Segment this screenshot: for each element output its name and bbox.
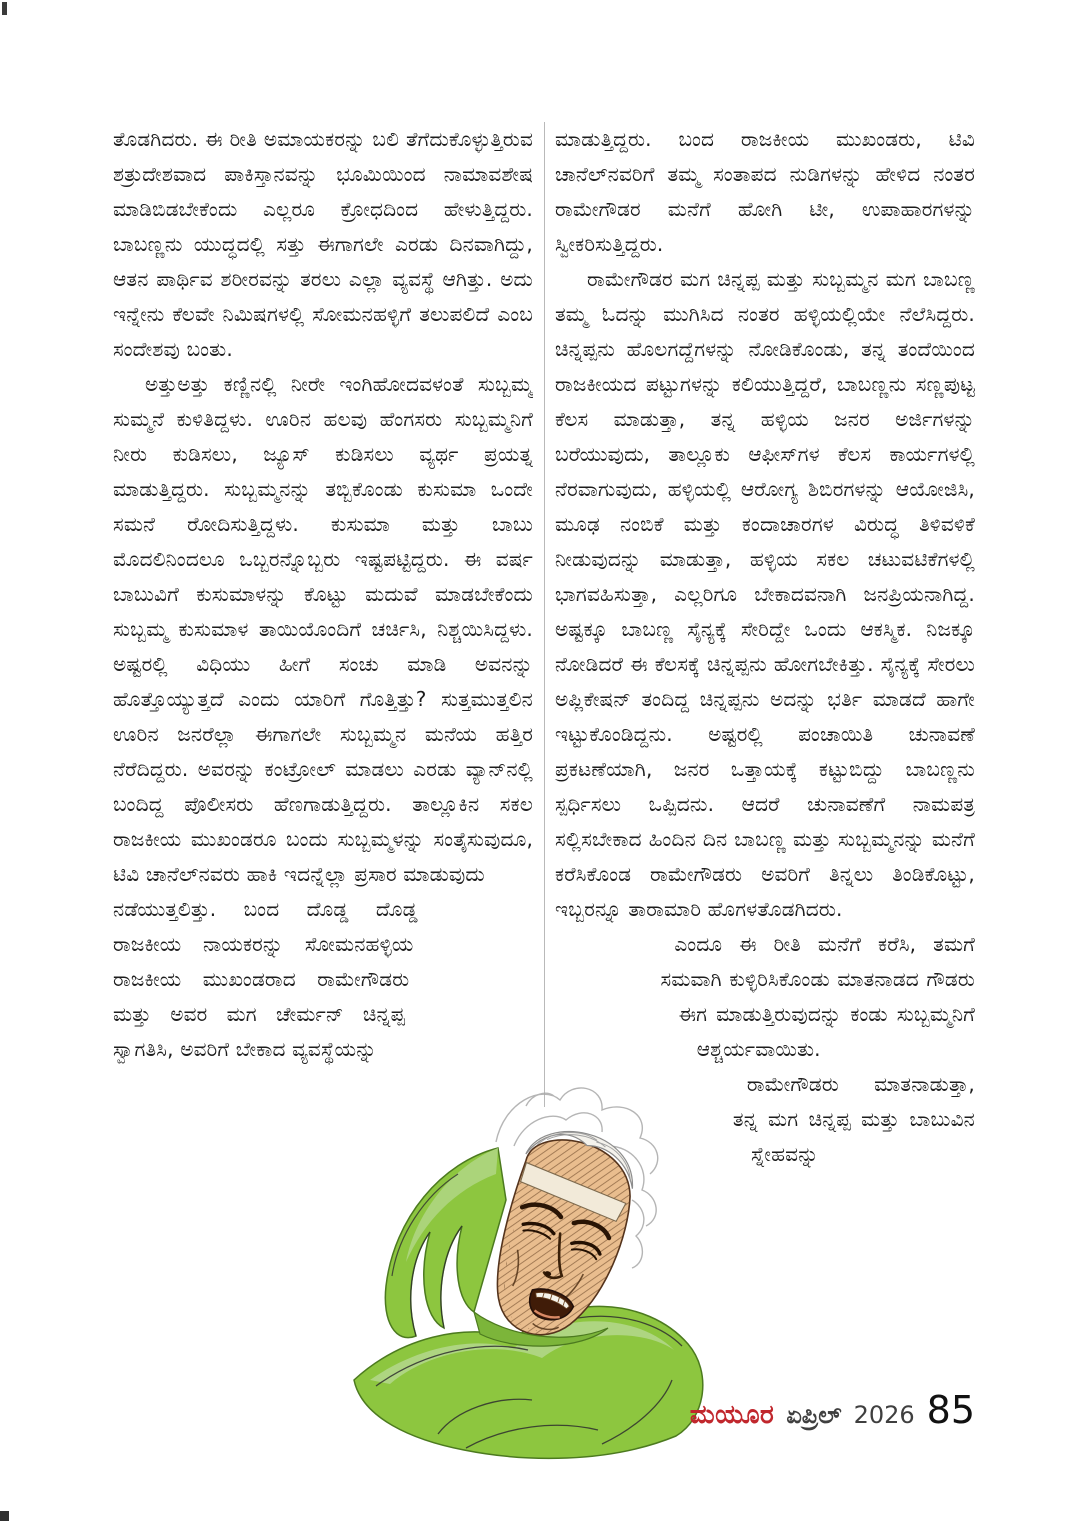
- paragraph: ರಾಮೇಗೌಡರು ಮಾತನಾಡುತ್ತಾ, ತನ್ನ ಮಗ ಚಿನ್ನಪ್ಪ ಮತ್ತು ಬಾಬುವಿನ ಸ್ನೇಹವನ್ನು: [732, 1072, 975, 1166]
- scan-artifact-mark-bottom: [0, 1511, 9, 1521]
- page-number: 85: [926, 1388, 975, 1432]
- magazine-logo: ಮಯೂರ: [689, 1400, 775, 1430]
- paragraph: ಎಂದೂ ಈ ರೀತಿ ಮನೆಗೆ ಕರೆಸಿ, ತಮಗೆ ಸಮವಾಗಿ ಕುಳ್ಳಿರಿಸಿಕೊಂಡು ಮಾತನಾಡದ ಗೌಡರು ಈಗ ಮಾಡುತ್ತಿರುವುದನ್ನು ಕಂಡು ಸುಬ್ಬಮ್ಮನಿಗೆ ಆಶ್ಚರ್ಯವಾಯಿತು.: [660, 932, 975, 1061]
- scan-artifact-mark-top: [2, 2, 7, 15]
- issue-year: 2026: [853, 1401, 915, 1429]
- paragraph: ನಡೆಯುತ್ತಲಿತ್ತು. ಬಂದ ದೊಡ್ಡ ದೊಡ್ಡ ರಾಜಕೀಯ ನಾಯಕರನ್ನು ಸೋಮನಹಳ್ಳಿಯ ರಾಜಕೀಯ ಮುಖಂಡರಾದ ರಾಮೇಗೌಡರು ಮತ್ತು ಅವರ ಮಗ ಚೇರ್ಮನ್ ಚಿನ್ನಪ್ಪ ಸ್ವಾಗತಿಸಿ, ಅವರಿಗೆ ಬೇಕಾದ ವ್ಯವಸ್ಥೆಯನ್ನು: [113, 897, 418, 1061]
- paragraph: ಮಾಡುತ್ತಿದ್ದರು. ಬಂದ ರಾಜಕೀಯ ಮುಖಂಡರು, ಟಿವಿ ಚಾನೆಲ್‌ನವರಿಗೆ ತಮ್ಮ ಸಂತಾಪದ ನುಡಿಗಳನ್ನು ಹೇಳಿದ ನಂತರ ರಾಮೇಗೌಡರ ಮನೆಗೆ ಹೋಗಿ ಟೀ, ಉಪಾಹಾರಗಳನ್ನು ಸ್ವೀಕರಿಸುತ್ತಿದ್ದರು.: [555, 127, 975, 256]
- paragraph: ಅತ್ತುಅತ್ತು ಕಣ್ಣಿನಲ್ಲಿ ನೀರೇ ಇಂಗಿಹೋದವಳಂತೆ ಸುಬ್ಬಮ್ಮ ಸುಮ್ಮನೆ ಕುಳಿತಿದ್ದಳು. ಊರಿನ ಹಲವು ಹೆಂಗಸರು ಸುಬ್ಬಮ್ಮನಿಗೆ ನೀರು ಕುಡಿಸಲು, ಜ್ಯೂಸ್ ಕುಡಿಸಲು ವ್ಯರ್ಥ ಪ್ರಯತ್ನ ಮಾಡುತ್ತಿದ್ದರು. ಸುಬ್ಬಮ್ಮನನ್ನು ತಬ್ಬಿಕೊಂಡು ಕುಸುಮಾ ಒಂದೇ ಸಮನೆ ರೋದಿಸುತ್ತಿದ್ದಳು. ಕುಸುಮಾ ಮತ್ತು ಬಾಬು ಮೊದಲಿನಿಂದಲೂ ಒಬ್ಬರನ್ನೊಬ್ಬರು ಇಷ್ಟಪಟ್ಟಿದ್ದರು. ಈ ವರ್ಷ ಬಾಬುವಿಗೆ ಕುಸುಮಾಳನ್ನು ಕೊಟ್ಟು ಮದುವೆ ಮಾಡಬೇಕೆಂದು ಸುಬ್ಬಮ್ಮ ಕುಸುಮಾಳ ತಾಯಿಯೊಂದಿಗೆ ಚರ್ಚಿಸಿ, ನಿಶ್ಚಯಿಸಿದ್ದಳು. ಅಷ್ಟರಲ್ಲಿ ವಿಧಿಯು ಹೀಗೆ ಸಂಚು ಮಾಡಿ ಅವನನ್ನು ಹೊತ್ತೊಯ್ಯುತ್ತದೆ ಎಂದು ಯಾರಿಗೆ ಗೊತ್ತಿತ್ತು? ಸುತ್ತಮುತ್ತಲಿನ ಊರಿನ ಜನರೆಲ್ಲಾ ಈಗಾಗಲೇ ಸುಬ್ಬಮ್ಮನ ಮನೆಯ ಹತ್ತಿರ ನೆರೆದಿದ್ದರು. ಅವರನ್ನು ಕಂಟ್ರೋಲ್ ಮಾಡಲು ಎರಡು ವ್ಯಾನ್‌ನಲ್ಲಿ ಬಂದಿದ್ದ ಪೊಲೀಸರು ಹೆಣಗಾಡುತ್ತಿದ್ದರು. ತಾಲ್ಲೂಕಿನ ಸಕಲ ರಾಜಕೀಯ ಮುಖಂಡರೂ ಬಂದು ಸುಬ್ಬಮ್ಮಳನ್ನು ಸಂತೈಸುವುದೂ, ಟಿವಿ ಚಾನೆಲ್‌ನವರು ಹಾಕಿ ಇದನ್ನೆಲ್ಲಾ ಪ್ರಸಾರ ಮಾಡುವುದು: [113, 372, 533, 886]
- column-divider: [544, 122, 545, 1107]
- weeping-woman-illustration: [346, 1050, 718, 1468]
- page-footer: [690, 1388, 975, 1432]
- paragraph: ರಾಮೇಗೌಡರ ಮಗ ಚಿನ್ನಪ್ಪ ಮತ್ತು ಸುಬ್ಬಮ್ಮನ ಮಗ ಬಾಬಣ್ಣ ತಮ್ಮ ಓದನ್ನು ಮುಗಿಸಿದ ನಂತರ ಹಳ್ಳಿಯಲ್ಲಿಯೇ ನೆಲೆಸಿದ್ದರು. ಚಿನ್ನಪ್ಪನು ಹೊಲಗದ್ದೆಗಳನ್ನು ನೋಡಿಕೊಂಡು, ತನ್ನ ತಂದೆಯಿಂದ ರಾಜಕೀಯದ ಪಟ್ಟುಗಳನ್ನು ಕಲಿಯುತ್ತಿದ್ದರೆ, ಬಾಬಣ್ಣನು ಸಣ್ಣಪುಟ್ಟ ಕೆಲಸ ಮಾಡುತ್ತಾ, ತನ್ನ ಹಳ್ಳಿಯ ಜನರ ಅರ್ಜಿಗಳನ್ನು ಬರೆಯುವುದು, ತಾಲ್ಲೂಕು ಆಫೀಸ್‌ಗಳ ಕೆಲಸ ಕಾರ್ಯಗಳಲ್ಲಿ ನೆರವಾಗುವುದು, ಹಳ್ಳಿಯಲ್ಲಿ ಆರೋಗ್ಯ ಶಿಬಿರಗಳನ್ನು ಆಯೋಜಿಸಿ, ಮೂಢ ನಂಬಿಕೆ ಮತ್ತು ಕಂದಾಚಾರಗಳ ವಿರುದ್ಧ ತಿಳಿವಳಿಕೆ ನೀಡುವುದನ್ನು ಮಾಡುತ್ತಾ, ಹಳ್ಳಿಯ ಸಕಲ ಚಟುವಟಿಕೆಗಳಲ್ಲಿ ಭಾಗವಹಿಸುತ್ತಾ, ಎಲ್ಲರಿಗೂ ಬೇಕಾದವನಾಗಿ ಜನಪ್ರಿಯನಾಗಿದ್ದ. ಅಷ್ಟಕ್ಕೂ ಬಾಬಣ್ಣ ಸೈನ್ಯಕ್ಕೆ ಸೇರಿದ್ದೇ ಒಂದು ಆಕಸ್ಮಿಕ. ನಿಜಕ್ಕೂ ನೋಡಿದರೆ ಈ ಕೆಲಸಕ್ಕೆ ಚಿನ್ನಪ್ಪನು ಹೋಗಬೇಕಿತ್ತು. ಸೈನ್ಯಕ್ಕೆ ಸೇರಲು ಅಪ್ಲಿಕೇಷನ್ ತಂದಿದ್ದ ಚಿನ್ನಪ್ಪನು ಅದನ್ನು ಭರ್ತಿ ಮಾಡದೆ ಹಾಗೇ ಇಟ್ಟುಕೊಂಡಿದ್ದನು. ಅಷ್ಟರಲ್ಲಿ ಪಂಚಾಯಿತಿ ಚುನಾವಣೆ ಪ್ರಕಟಣೆಯಾಗಿ, ಜನರ ಒತ್ತಾಯಕ್ಕೆ ಕಟ್ಟುಬಿದ್ದು ಬಾಬಣ್ಣನು ಸ್ಪರ್ಧಿಸಲು ಒಪ್ಪಿದನು. ಆದರೆ ಚುನಾವಣೆಗೆ ನಾಮಪತ್ರ ಸಲ್ಲಿಸಬೇಕಾದ ಹಿಂದಿನ ದಿನ ಬಾಬಣ್ಣ ಮತ್ತು ಸುಬ್ಬಮ್ಮನನ್ನು ಮನೆಗೆ ಕರೆಸಿಕೊಂಡ ರಾಮೇಗೌಡರು ಅವರಿಗೆ ತಿನ್ನಲು ತಿಂಡಿಕೊಟ್ಟು, ಇಬ್ಬರನ್ನೂ ತಾರಾಮಾರಿ ಹೊಗಳತೊಡಗಿದರು.: [555, 267, 975, 921]
- paragraph: ತೊಡಗಿದರು. ಈ ರೀತಿ ಅಮಾಯಕರನ್ನು ಬಲಿ ತೆಗೆದುಕೊಳ್ಳುತ್ತಿರುವ ಶತ್ರುದೇಶವಾದ ಪಾಕಿಸ್ತಾನವನ್ನು ಭೂಮಿಯಿಂದ ನಾಮಾವಶೇಷ ಮಾಡಿಬಿಡಬೇಕೆಂದು ಎಲ್ಲರೂ ಕ್ರೋಧದಿಂದ ಹೇಳುತ್ತಿದ್ದರು. ಬಾಬಣ್ಣನು ಯುದ್ಧದಲ್ಲಿ ಸತ್ತು ಈಗಾಗಲೇ ಎರಡು ದಿನವಾಗಿದ್ದು, ಆತನ ಪಾರ್ಥಿವ ಶರೀರವನ್ನು ತರಲು ಎಲ್ಲಾ ವ್ಯವಸ್ಥೆ ಆಗಿತ್ತು. ಅದು ಇನ್ನೇನು ಕೆಲವೇ ನಿಮಿಷಗಳಲ್ಲಿ ಸೋಮನಹಳ್ಳಿಗೆ ತಲುಪಲಿದೆ ಎಂಬ ಸಂದೇಶವು ಬಂತು.: [113, 127, 533, 361]
- issue-month: ಏಪ್ರಿಲ್: [786, 1401, 842, 1429]
